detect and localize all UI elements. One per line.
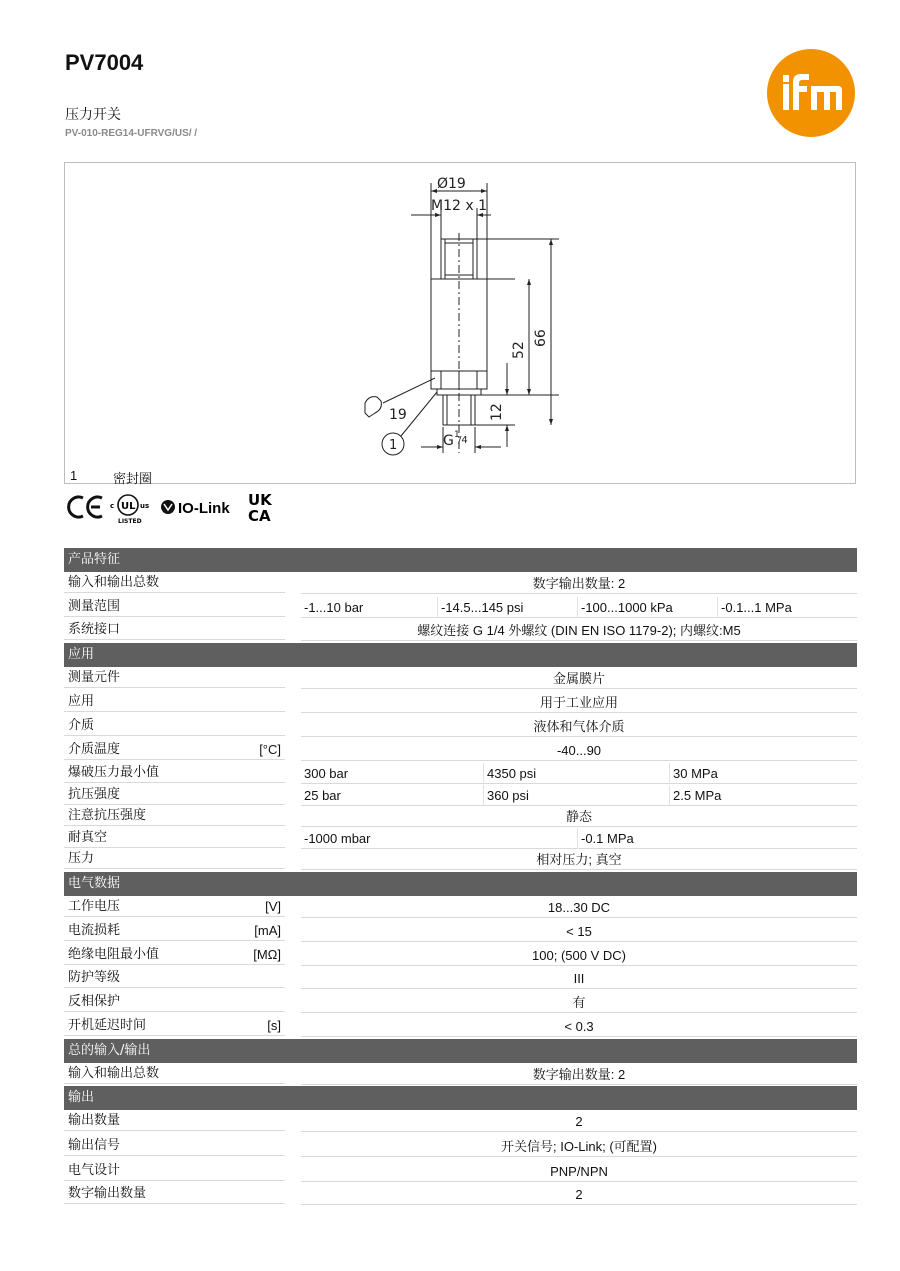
row-label-cell: [64, 991, 285, 1012]
row-label: 介质: [68, 717, 95, 733]
legend-number: 1: [70, 468, 78, 483]
value-cell: 2: [575, 1187, 583, 1203]
dim-diameter: Ø19: [437, 176, 466, 192]
row-values: [301, 1016, 857, 1037]
value-cell: 数字输出数量: 2: [532, 1066, 626, 1082]
row-values: [301, 716, 857, 737]
row-label: 测量范围: [68, 598, 121, 614]
table-row: [64, 784, 857, 806]
row-label: 压力: [68, 851, 95, 867]
row-label: 反相保护: [68, 994, 121, 1010]
table-row: [64, 619, 857, 643]
value-cell: 螺纹连接 G 1/4 外螺纹 (DIN EN ISO 1179-2); 内螺纹:M5: [417, 623, 741, 639]
row-label-cell: [64, 805, 285, 826]
row-values: [301, 668, 857, 689]
row-label-cell: [64, 1110, 285, 1131]
section-header: 产品特征: [64, 548, 857, 572]
row-label: 输入和输出总数: [68, 575, 160, 590]
table-row: [64, 739, 857, 763]
ce-mark-icon: [66, 490, 106, 524]
row-label: 电流损耗: [68, 922, 121, 938]
ukca-uk-text: UK: [248, 491, 272, 509]
row-values: [301, 1111, 857, 1132]
table-row: [64, 1135, 857, 1160]
row-label: 工作电压: [68, 898, 121, 914]
row-label-cell: [64, 596, 285, 617]
row-label-cell: [64, 667, 285, 688]
section-header: 总的输入/输出: [64, 1039, 857, 1063]
ukca-ca-text: CA: [248, 507, 271, 524]
value-cell: < 15: [566, 923, 592, 939]
row-label: 耐真空: [68, 829, 108, 845]
table-row: [64, 848, 857, 872]
row-values: [301, 897, 857, 918]
certification-logos: [66, 490, 286, 524]
table-row: [64, 1110, 857, 1135]
row-values: [301, 806, 857, 827]
row-label: 绝缘电阻最小值: [68, 946, 160, 962]
ul-c-text: c: [110, 502, 115, 510]
legend-text: 密封圈: [113, 472, 153, 487]
ukca-icon: [246, 490, 280, 524]
row-label-cell: [64, 827, 285, 848]
table-row: [64, 944, 857, 968]
row-label: 注意抗压强度: [68, 808, 147, 824]
row-unit: [s]: [267, 1017, 281, 1033]
section-header: 电气数据: [64, 872, 857, 896]
row-values: [301, 740, 857, 761]
row-values: [301, 620, 857, 641]
value-cell: 开关信号; IO-Link; (可配置): [500, 1138, 657, 1154]
dim-wrench: 19: [389, 407, 407, 423]
row-label: 抗压强度: [68, 786, 121, 802]
row-values: [301, 828, 857, 849]
row-label: 介质温度: [68, 741, 121, 757]
value-cell: 2: [575, 1114, 583, 1130]
row-label: 测量元件: [68, 669, 121, 685]
value-cell: 静态: [565, 809, 592, 825]
row-label-cell: [64, 619, 285, 640]
ul-listed-text: LISTED: [118, 518, 142, 524]
row-unit: [V]: [265, 898, 281, 914]
value-cell: 30 MPa: [673, 766, 718, 782]
dim-52: 52: [511, 341, 527, 359]
value-cell: 金属膜片: [552, 670, 605, 686]
row-values: [301, 573, 857, 594]
table-row: [64, 805, 857, 827]
dim-g-sup: 1: [454, 430, 460, 440]
row-values: [301, 763, 857, 784]
product-code: PV-010-REG14-UFRVG/US/ /: [65, 128, 198, 139]
row-values: [301, 692, 857, 713]
row-label-cell: [64, 1160, 285, 1181]
value-cell: -0.1...1 MPa: [721, 599, 792, 615]
row-label-cell: [64, 848, 285, 869]
value-cell: 有: [572, 995, 586, 1011]
table-row: [64, 896, 857, 920]
row-label: 数字输出数量: [68, 1186, 147, 1202]
row-values: [301, 992, 857, 1013]
value-cell: -1...10 bar: [301, 597, 438, 618]
row-label: 应用: [68, 693, 95, 709]
row-label-cell: [64, 920, 285, 941]
value-cell: 300 bar: [301, 763, 484, 784]
row-label-cell: [64, 572, 285, 593]
table-row: [64, 762, 857, 784]
row-label-cell: [64, 1183, 285, 1204]
dim-66: 66: [533, 329, 549, 347]
row-label: 系统接口: [68, 622, 121, 638]
row-label-cell: [64, 739, 285, 760]
dim-thread: M12 x 1: [431, 198, 487, 214]
table-row: [64, 827, 857, 849]
dimension-drawing: [64, 162, 856, 487]
value-cell: 100; (500 V DC): [532, 947, 626, 963]
value-cell: 18...30 DC: [547, 899, 611, 915]
row-label-cell: [64, 1015, 285, 1036]
table-row: [64, 920, 857, 944]
row-unit: [°C]: [259, 741, 281, 757]
row-values: [301, 785, 857, 806]
value-cell: -40...90: [556, 742, 602, 758]
row-label-cell: [64, 944, 285, 965]
io-link-text: IO-Link: [178, 500, 230, 517]
row-values: [301, 1161, 857, 1182]
table-row: [64, 1015, 857, 1039]
dim-12: 12: [489, 403, 505, 421]
dim-g-sub: /4: [458, 435, 468, 446]
row-label: 输出信号: [68, 1137, 121, 1153]
value-cell: < 0.3: [564, 1018, 594, 1034]
value-cell: 液体和气体介质: [533, 718, 625, 734]
row-values: [301, 945, 857, 966]
table-row: [64, 991, 857, 1015]
value-cell: 2.5 MPa: [673, 787, 722, 803]
table-row: [64, 1063, 857, 1087]
row-label: 开机延迟时间: [68, 1017, 147, 1033]
ul-text: UL: [121, 501, 136, 512]
row-label: 电气设计: [68, 1162, 121, 1178]
row-label: 防护等级: [68, 970, 121, 986]
ul-us-text: us: [140, 502, 150, 510]
value-cell: -100...1000 kPa: [578, 597, 718, 618]
value-cell: 用于工业应用: [539, 694, 618, 710]
table-row: [64, 572, 857, 596]
row-unit: [mA]: [254, 922, 281, 938]
value-cell: 360 psi: [484, 785, 670, 806]
io-link-icon: [160, 490, 238, 524]
row-values: [301, 1136, 857, 1157]
row-values: [301, 1064, 857, 1085]
row-values: [301, 921, 857, 942]
table-row: [64, 715, 857, 739]
section-header: 输出: [64, 1086, 857, 1110]
value-cell: 25 bar: [301, 785, 484, 806]
row-label: 输出数量: [68, 1113, 121, 1129]
value-cell: 数字输出数量: 2: [532, 576, 626, 591]
row-values: [301, 597, 857, 618]
value-cell: -14.5...145 psi: [438, 597, 578, 618]
row-values: [301, 849, 857, 870]
value-cell: -1000 mbar: [301, 828, 578, 849]
row-label-cell: [64, 762, 285, 783]
row-label-cell: [64, 784, 285, 805]
dim-g-thread: G: [443, 433, 454, 449]
row-label: 爆破压力最小值: [68, 765, 160, 781]
table-row: [64, 1160, 857, 1184]
table-row: [64, 691, 857, 715]
row-label-cell: [64, 691, 285, 712]
section-header: 应用: [64, 643, 857, 667]
value-cell: PNP/NPN: [550, 1163, 608, 1179]
table-row: [64, 1183, 857, 1207]
value-cell: 相对压力; 真空: [536, 852, 622, 868]
table-row: [64, 967, 857, 991]
row-values: [301, 968, 857, 989]
specification-table: [64, 548, 857, 1207]
ifm-logo: [766, 48, 856, 138]
row-label-cell: [64, 715, 285, 736]
table-row: [64, 596, 857, 620]
value-cell: 4350 psi: [484, 763, 670, 784]
row-label-cell: [64, 1135, 285, 1156]
ul-listed-icon: [110, 490, 154, 524]
row-label-cell: [64, 1063, 285, 1084]
row-unit: [MΩ]: [253, 946, 281, 962]
value-cell: -0.1 MPa: [581, 830, 634, 846]
row-label: 输入和输出总数: [68, 1065, 160, 1081]
callout-number: 1: [389, 438, 398, 453]
row-label-cell: [64, 896, 285, 917]
table-row: [64, 667, 857, 691]
value-cell: III: [573, 971, 585, 987]
product-title: PV7004: [65, 50, 144, 75]
row-label-cell: [64, 967, 285, 988]
product-subtitle: 压力开关: [65, 107, 121, 123]
row-values: [301, 1184, 857, 1205]
